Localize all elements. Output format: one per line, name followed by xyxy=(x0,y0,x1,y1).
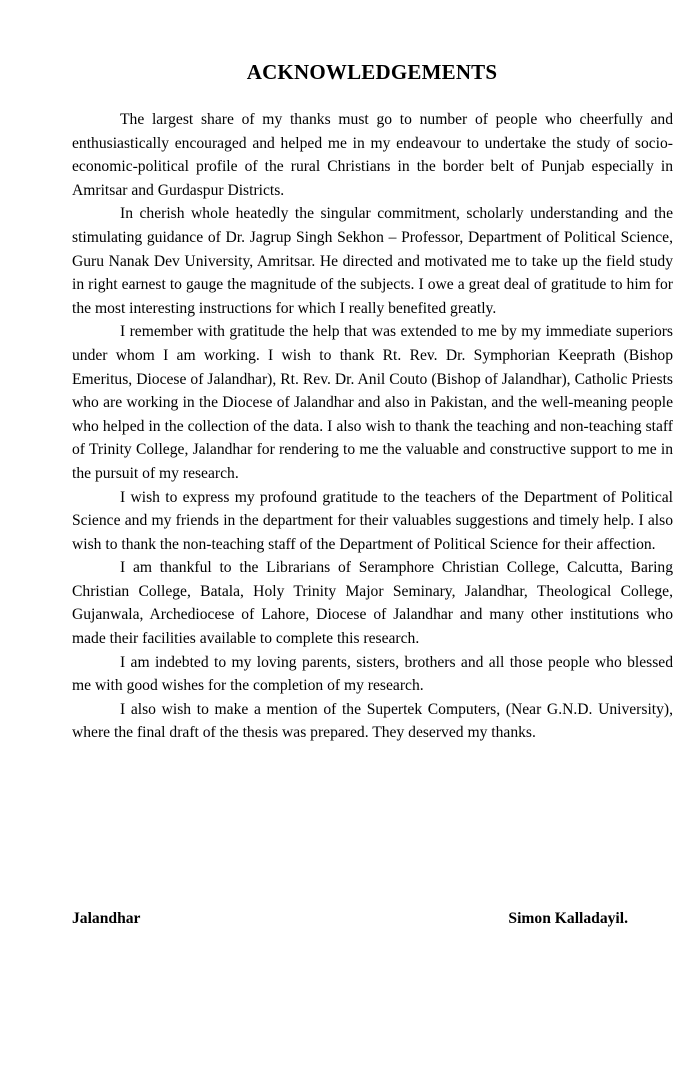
paragraph-5: I am thankful to the Librarians of Seramphore Christian College, Calcutta, Baring Christian College, Batala, Holy Trinity Major Seminary, Jalandhar, Theological College, Gujanwala, Archediocese of Lahore, Diocese of Jalandhar and many other institutions who made their facilities available to complete this research. xyxy=(72,559,673,648)
author-signature: Simon Kalladayil. xyxy=(508,910,628,927)
acknowledgement-body xyxy=(72,108,673,745)
paragraph-2: In cherish whole heatedly the singular commitment, scholarly understanding and the stimulating guidance of Dr. Jagrup Singh Sekhon – Professor, Department of Political Science, Guru Nanak Dev University, Amritsar. He directed and motivated me to take up the field study in right earnest to gauge the magnitude of the subjects. I owe a great deal of gratitude to him for the most interesting instructions for which I really benefited greatly. xyxy=(72,205,673,317)
place-label: Jalandhar xyxy=(72,910,141,927)
paragraph-4: I wish to express my profound gratitude to the teachers of the Department of Political Science and my friends in the department for their valuables suggestions and timely help. I also wish to thank the non-teaching staff of the Department of Political Science for their affection. xyxy=(72,488,673,553)
paragraph-3: I remember with gratitude the help that was extended to me by my immediate superiors under whom I am working. I wish to thank Rt. Rev. Dr. Symphorian Keeprath (Bishop Emeritus, Diocese of Jalandhar), Rt. Rev. Dr. Anil Couto (Bishop of Jalandhar), Catholic Priests who are working in the Diocese of Jalandhar and also in Pakistan, and the well-meaning people who helped in the collection of the data. I also wish to thank the teaching and non-teaching staff of Trinity College, Jalandhar for rendering to me the valuable and constructive support to me in the pursuit of my research. xyxy=(72,323,673,482)
paragraph-1: The largest share of my thanks must go to number of people who cheerfully and enthusiastically encouraged and helped me in my endeavour to undertake the study of socio-economic-political profile of the rural Christians in the border belt of Punjab especially in Amritsar and Gurdaspur Districts. xyxy=(72,111,673,199)
page-title: ACKNOWLEDGEMENTS xyxy=(246,60,498,84)
paragraph-7: I also wish to make a mention of the Supertek Computers, (Near G.N.D. University), where the final draft of the thesis was prepared. They deserved my thanks. xyxy=(72,700,673,742)
paragraph-6: I am indebted to my loving parents, sisters, brothers and all those people who blessed me with good wishes for the completion of my research. xyxy=(72,653,673,695)
